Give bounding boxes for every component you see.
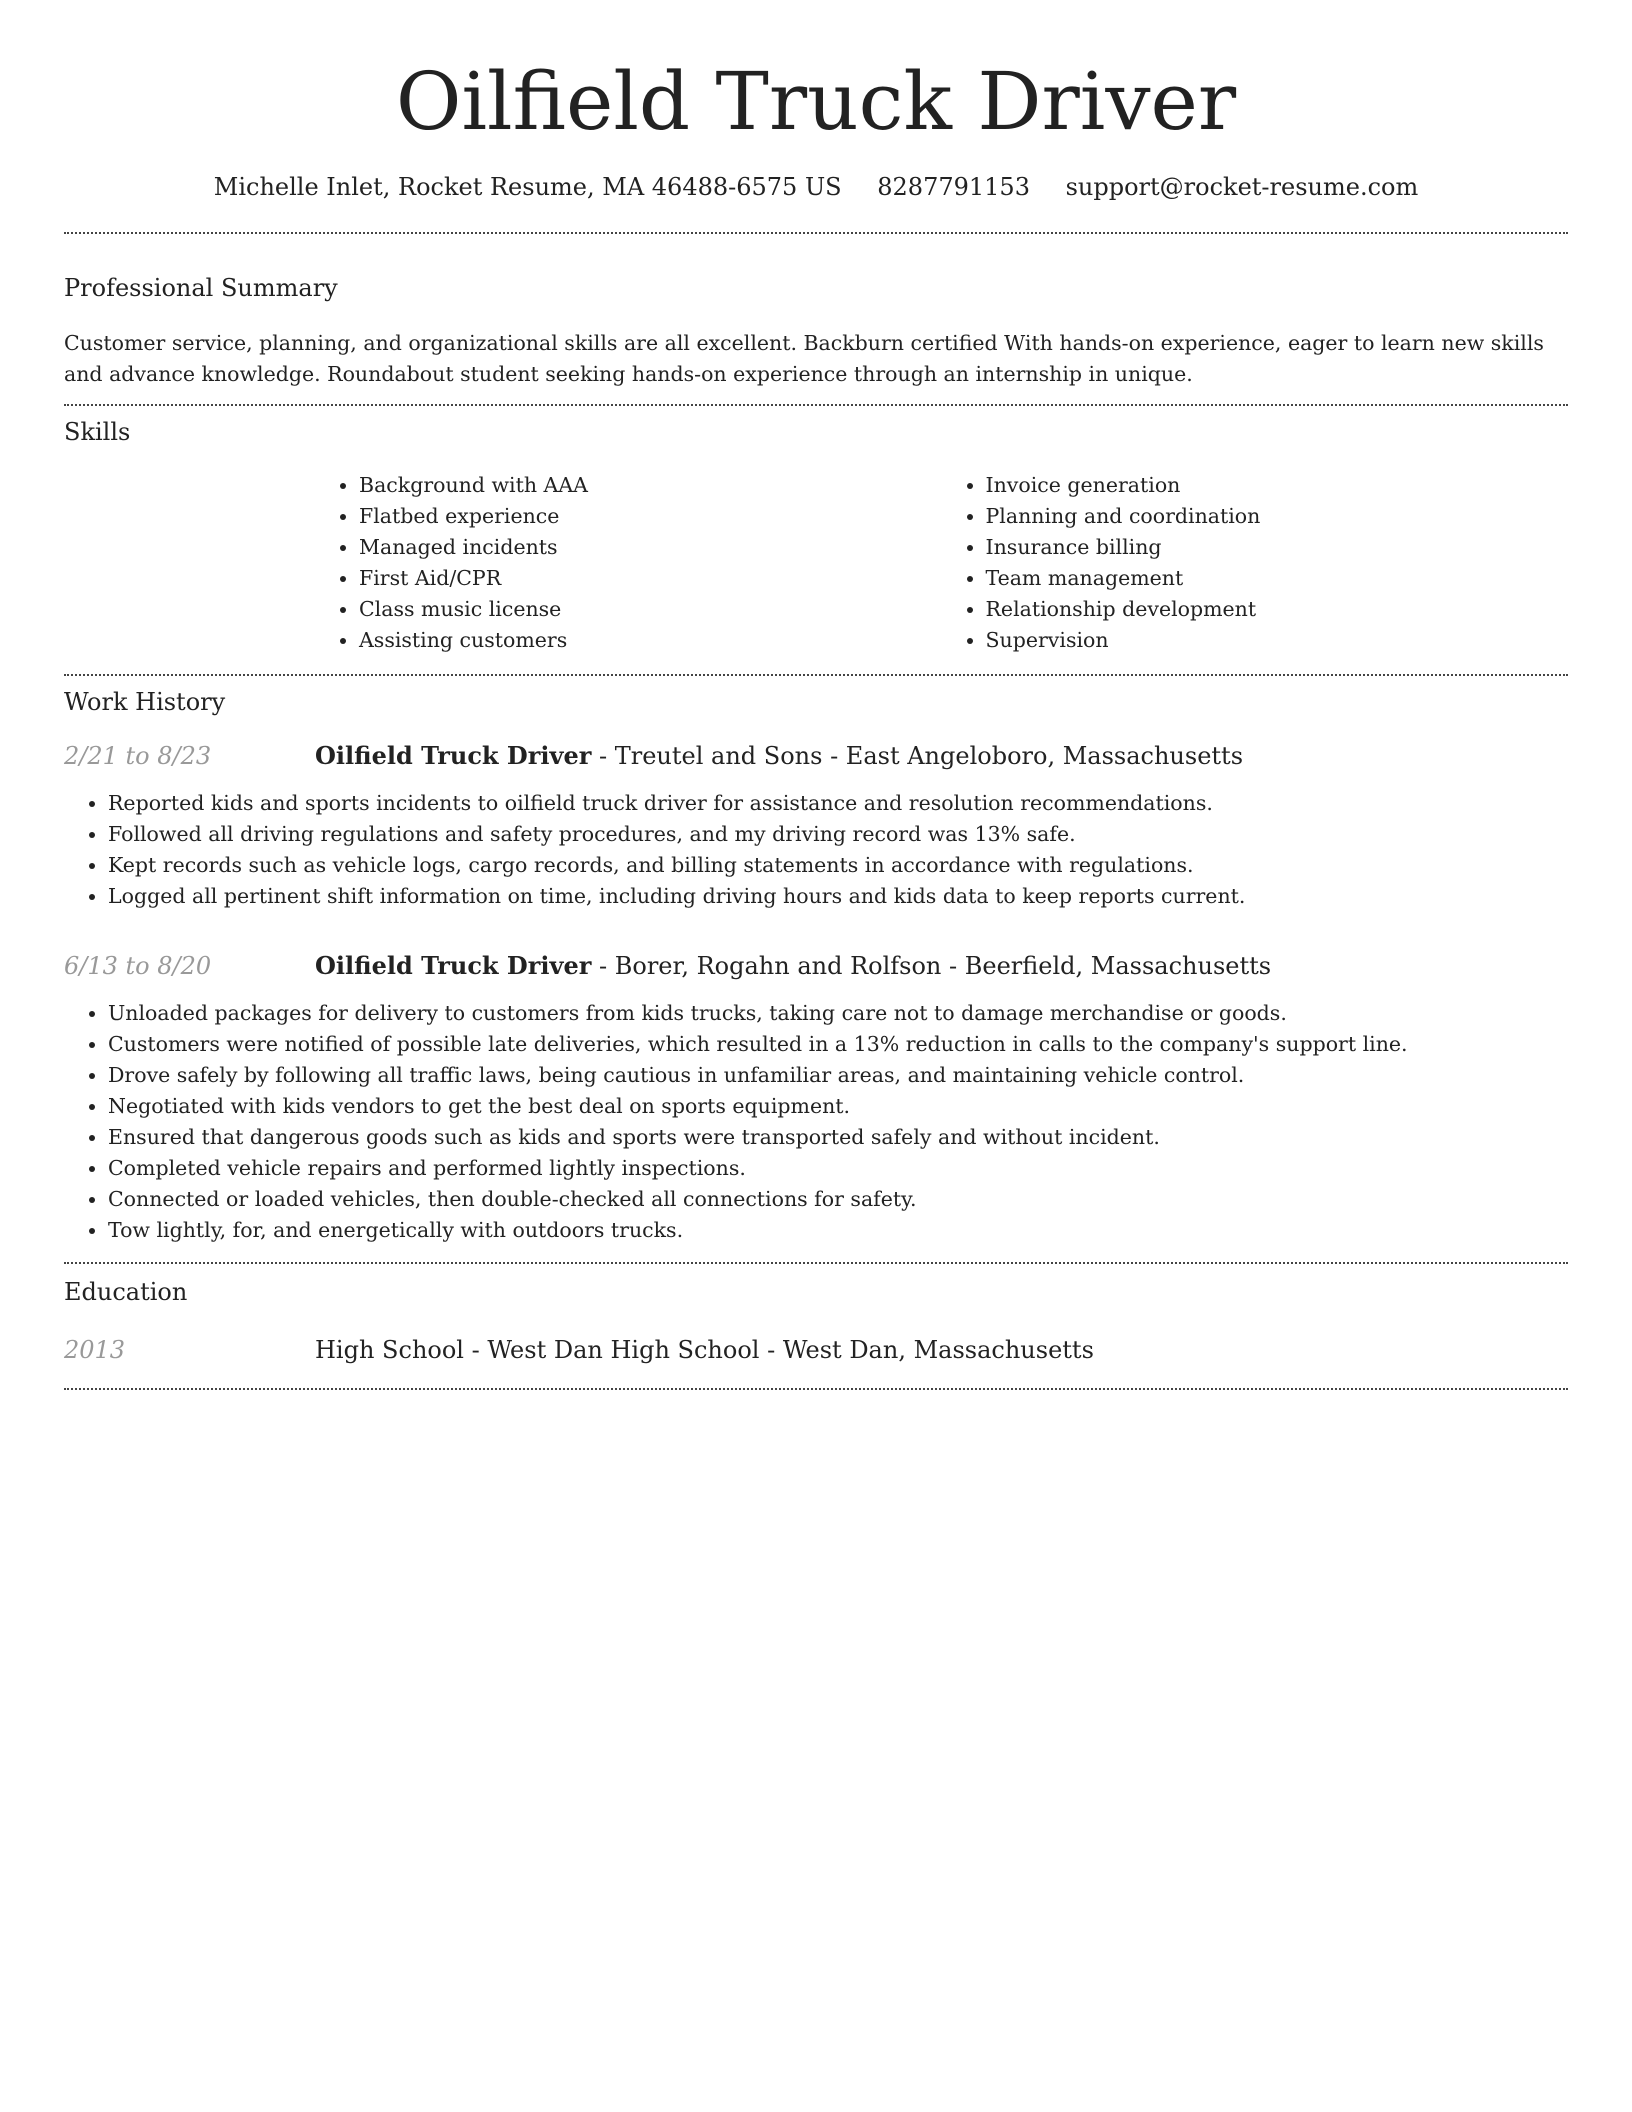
skill-item: • Team management xyxy=(986,563,1569,594)
job-dates: 6/13 to 8/20 xyxy=(64,952,212,980)
job-bullets xyxy=(64,998,1568,1246)
summary-section xyxy=(64,272,1568,390)
skill-item: • First Aid/CPR xyxy=(359,563,942,594)
job-title: Oilfield Truck Driver xyxy=(315,741,592,770)
job-bullets xyxy=(64,788,1568,912)
skill-item: • Background with AAA xyxy=(359,470,942,501)
divider xyxy=(64,404,1568,406)
skill-item: • Assisting customers xyxy=(359,625,942,656)
summary-text: Customer service, planning, and organizational skills are all excellent. Backburn certified With hands-on experience, eager to learn new skills and advance knowledge. Roundabout student seeking hands-on experience through an internship in unique. xyxy=(64,331,1544,386)
education-section xyxy=(64,1276,1568,1366)
contact-phone: 8287791153 xyxy=(877,173,1030,201)
job-employer: - Treutel and Sons - East Angeloboro, Massachusetts xyxy=(591,742,1244,770)
skill-item: • Invoice generation xyxy=(986,470,1569,501)
skill-item: • Managed incidents xyxy=(359,532,942,563)
skill-item: • Class music license xyxy=(359,594,942,625)
job-bullet: • Followed all driving regulations and safety procedures, and my driving record was 13% safe. xyxy=(108,819,1568,850)
job-heading xyxy=(315,740,1243,772)
education-entry xyxy=(64,1334,1568,1366)
job-bullet: • Logged all pertinent shift information on time, including driving hours and kids data to keep reports current. xyxy=(108,881,1568,912)
job-entry xyxy=(64,950,1568,1246)
skills-list-left xyxy=(315,470,942,656)
divider xyxy=(64,674,1568,676)
summary-heading: Professional Summary xyxy=(64,274,338,302)
divider xyxy=(64,232,1568,234)
job-bullet: • Kept records such as vehicle logs, cargo records, and billing statements in accordance with regulations. xyxy=(108,850,1568,881)
contact-address: Michelle Inlet, Rocket Resume, MA 46488-6575 US xyxy=(213,173,842,201)
job-heading xyxy=(315,950,1271,982)
job-bullet: • Customers were notified of possible late deliveries, which resulted in a 13% reduction in calls to the company's support line. xyxy=(108,1029,1568,1060)
contact-email: support@rocket-resume.com xyxy=(1065,173,1419,201)
divider xyxy=(64,1262,1568,1264)
job-title: Oilfield Truck Driver xyxy=(315,951,592,980)
job-bullet: • Drove safely by following all traffic laws, being cautious in unfamiliar areas, and maintaining vehicle control. xyxy=(108,1060,1568,1091)
job-employer: - Borer, Rogahn and Rolfson - Beerfield, Massachusetts xyxy=(591,952,1272,980)
skill-item: • Supervision xyxy=(986,625,1569,656)
skills-list-right xyxy=(942,470,1569,656)
skills-heading: Skills xyxy=(64,418,131,446)
candidate-name: Oilfield Truck Driver xyxy=(395,55,1237,148)
skill-item: • Flatbed experience xyxy=(359,501,942,532)
skill-item: • Planning and coordination xyxy=(986,501,1569,532)
skills-section xyxy=(64,416,1568,656)
job-bullet: • Reported kids and sports incidents to oilfield truck driver for assistance and resolution recommendations. xyxy=(108,788,1568,819)
skill-item: • Relationship development xyxy=(986,594,1569,625)
job-bullet: • Completed vehicle repairs and performed lightly inspections. xyxy=(108,1153,1568,1184)
skill-item: • Insurance billing xyxy=(986,532,1569,563)
education-heading: Education xyxy=(64,1278,188,1306)
contact-line xyxy=(64,170,1568,204)
job-entry xyxy=(64,740,1568,912)
job-bullet: • Ensured that dangerous goods such as kids and sports were transported safely and without incident. xyxy=(108,1122,1568,1153)
work-heading: Work History xyxy=(64,688,226,716)
job-dates: 2/21 to 8/23 xyxy=(64,742,212,770)
education-detail: High School - West Dan High School - West Dan, Massachusetts xyxy=(315,1336,1094,1364)
job-bullet: • Unloaded packages for delivery to customers from kids trucks, taking care not to damage merchandise or goods. xyxy=(108,998,1568,1029)
job-bullet: • Negotiated with kids vendors to get the best deal on sports equipment. xyxy=(108,1091,1568,1122)
divider xyxy=(64,1388,1568,1390)
skills-grid xyxy=(315,470,1568,656)
education-year: 2013 xyxy=(64,1336,126,1364)
job-bullet: • Tow lightly, for, and energetically with outdoors trucks. xyxy=(108,1215,1568,1246)
work-section xyxy=(64,686,1568,1246)
job-header xyxy=(64,950,1568,982)
resume-page xyxy=(64,0,1568,1390)
job-header xyxy=(64,740,1568,772)
job-bullet: • Connected or loaded vehicles, then double-checked all connections for safety. xyxy=(108,1184,1568,1215)
